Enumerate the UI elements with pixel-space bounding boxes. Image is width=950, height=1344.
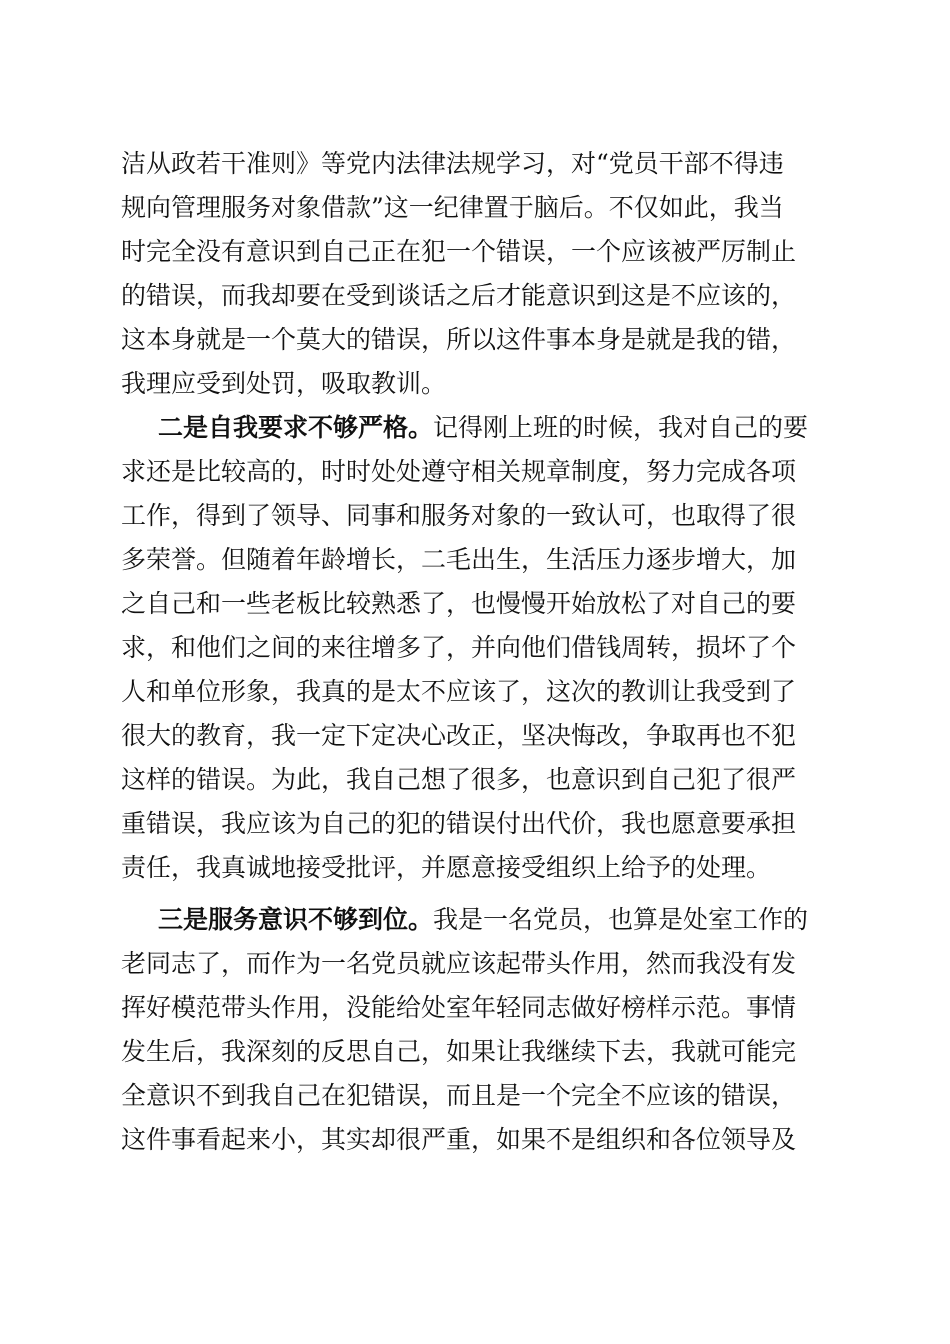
section-3-first-line-rest: 我是一名党员，也算是处室工作的 — [433, 905, 809, 934]
text-line: 责任，我真诚地接受批评，并愿意接受组织上给予的处理。 — [121, 853, 772, 882]
text-line: 人和单位形象，我真的是太不应该了，这次的教训让我受到了 — [121, 677, 797, 706]
text-line: 挥好模范带头作用，没能给处室年轻同志做好榜样示范。事情 — [121, 993, 797, 1022]
text-line: 很大的教育，我一定下定决心改正，坚决悔改，争取再也不犯 — [121, 721, 797, 750]
section-3-first-line — [158, 900, 831, 940]
text-line: 这件事看起来小，其实却很严重，如果不是组织和各位领导及 — [121, 1125, 797, 1154]
text-line: 我理应受到处罚，吸取教训。 — [121, 369, 447, 398]
text-line: 求还是比较高的，时时处处遵守相关规章制度，努力完成各项 — [121, 457, 797, 486]
text-line: 规向管理服务对象借款”这一纪律置于脑后。不仅如此，我当 — [121, 193, 784, 222]
text-line: 工作，得到了领导、同事和服务对象的一致认可，也取得了很 — [121, 501, 797, 530]
text-line: 老同志了，而作为一名党员就应该起带头作用，然而我没有发 — [121, 949, 797, 978]
text-line: 这本身就是一个莫大的错误，所以这件事本身是就是我的错， — [121, 325, 797, 354]
text-line: 全意识不到我自己在犯错误，而且是一个完全不应该的错误， — [121, 1081, 797, 1110]
text-line: 时完全没有意识到自己正在犯一个错误，一个应该被严厉制止 — [121, 237, 797, 266]
text-line: 重错误，我应该为自己的犯的错误付出代价，我也愿意要承担 — [121, 809, 797, 838]
text-line: 求，和他们之间的来往增多了，并向他们借钱周转，损坏了个 — [121, 633, 797, 662]
text-line: 发生后，我深刻的反思自己，如果让我继续下去，我就可能完 — [121, 1037, 797, 1066]
text-line: 之自己和一些老板比较熟悉了，也慢慢开始放松了对自己的要 — [121, 589, 797, 618]
text-line: 洁从政若干准则》等党内法律法规学习，对“党员干部不得违 — [121, 149, 784, 178]
section-3-heading: 三是服务意识不够到位。 — [158, 905, 434, 934]
section-2-heading: 二是自我要求不够严格。 — [158, 413, 434, 442]
text-line: 的错误，而我却要在受到谈话之后才能意识到这是不应该的， — [121, 281, 797, 310]
text-line: 这样的错误。为此，我自己想了很多，也意识到自己犯了很严 — [121, 765, 797, 794]
text-line: 多荣誉。但随着年龄增长，二毛出生，生活压力逐步增大，加 — [121, 545, 797, 574]
section-2-first-line — [158, 408, 831, 448]
section-2-first-line-rest: 记得刚上班的时候，我对自己的要 — [433, 413, 809, 442]
